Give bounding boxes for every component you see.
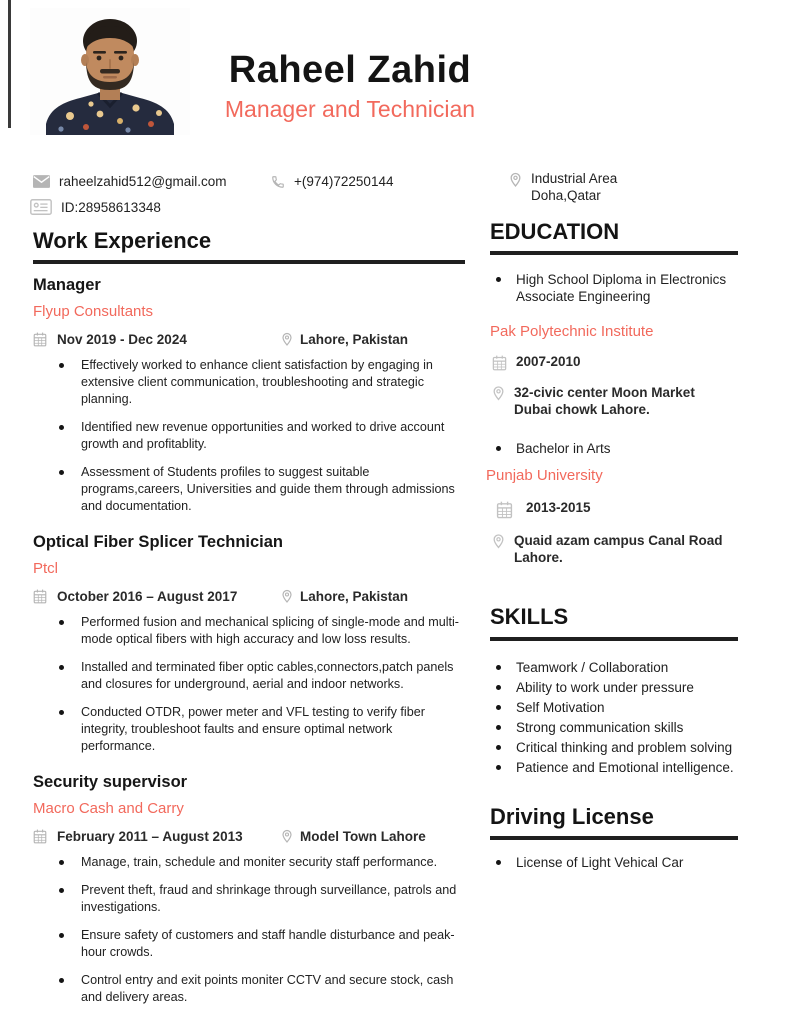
job-entry-manager: [33, 276, 465, 515]
education-entry: [490, 271, 758, 418]
job-bullet: [33, 614, 465, 648]
bullet-dot-icon: [59, 470, 64, 475]
job-bullet-text: Installed and terminated fiber optic cables,connectors,patch panels and closures for underground, aerial and indoor networks.: [81, 660, 454, 692]
bullet-dot-icon: [59, 620, 64, 625]
contact-phone-text: +(974)72250144: [294, 174, 394, 189]
phone-icon: [271, 175, 285, 189]
location-icon: [281, 332, 293, 347]
education-degree: [490, 440, 758, 457]
job-bullet: [33, 704, 465, 755]
bullet-dot-icon: [59, 888, 64, 893]
driving-license-heading: Driving License: [490, 804, 738, 840]
contact-id-text: ID:28958613348: [61, 199, 161, 215]
education-dates: [492, 354, 758, 371]
contact-location: [509, 170, 617, 204]
job-location-text: Lahore, Pakistan: [300, 332, 409, 348]
job-bullet-text: Ensure safety of customers and staff handle disturbance and peak-hour crowds.: [81, 928, 455, 960]
job-company: Flyup Consultants: [33, 303, 154, 321]
job-entry-security-supervisor: [33, 773, 465, 1006]
driving-license-item: [490, 854, 758, 871]
contact-location-line1: Industrial Area: [531, 171, 618, 186]
contact-id: [30, 199, 161, 215]
calendar-icon: [496, 501, 513, 519]
email-icon: [33, 175, 50, 188]
location-icon: [509, 170, 522, 188]
work-experience-section: [33, 228, 465, 1024]
job-bullet-text: Manage, train, schedule and moniter security staff performance.: [81, 855, 438, 870]
skill-item: [490, 739, 758, 756]
education-heading: EDUCATION: [490, 219, 738, 255]
bullet-dot-icon: [59, 978, 64, 983]
skill-item: [490, 679, 758, 696]
skill-text: Teamwork / Collaboration: [516, 659, 669, 675]
bullet-dot-icon: [496, 277, 501, 282]
bullet-dot-icon: [496, 685, 501, 690]
location-icon: [492, 533, 505, 550]
job-meta: [33, 829, 465, 844]
bullet-dot-icon: [496, 745, 501, 750]
skill-item: [490, 759, 758, 776]
bullet-dot-icon: [59, 425, 64, 430]
job-title: Optical Fiber Splicer Technician: [33, 533, 284, 552]
contact-email-text: raheelzahid512@gmail.com: [59, 174, 227, 189]
job-bullet: [33, 659, 465, 693]
education-school: Punjab University: [486, 467, 603, 485]
job-location: [281, 829, 426, 844]
job-dates-text: February 2011 – August 2013: [57, 829, 243, 845]
job-bullet: [33, 464, 465, 515]
job-title: Manager: [33, 276, 101, 295]
education-location-line2: Dubai chowk Lahore.: [514, 402, 650, 418]
job-dates: [33, 589, 281, 604]
work-experience-heading: Work Experience: [33, 228, 465, 264]
job-location-text: Lahore, Pakistan: [300, 589, 409, 605]
driving-license-section: [490, 804, 758, 871]
job-bullet: [33, 419, 465, 453]
job-bullet: [33, 357, 465, 408]
bullet-dot-icon: [496, 765, 501, 770]
person-title: Manager and Technician: [224, 95, 476, 122]
job-dates-text: Nov 2019 - Dec 2024: [57, 332, 187, 348]
skill-text: Critical thinking and problem solving: [516, 739, 733, 755]
job-company: Macro Cash and Carry: [33, 800, 184, 818]
job-bullet: [33, 854, 465, 871]
education-degree-text: High School Diploma in Electronics Associate Engineering: [516, 272, 727, 305]
bullet-dot-icon: [496, 725, 501, 730]
job-bullet-text: Assessment of Students profiles to suggest suitable programs,careers, Universities and guide them through admissions and documentation.: [81, 465, 455, 514]
bullet-dot-icon: [496, 446, 501, 451]
job-meta: [33, 332, 465, 347]
job-entry-optical-fiber: [33, 533, 465, 755]
skill-item: [490, 699, 758, 716]
skills-heading: SKILLS: [490, 604, 738, 640]
bullet-dot-icon: [496, 860, 501, 865]
job-title: Security supervisor: [33, 773, 188, 792]
education-degree: [490, 271, 758, 305]
calendar-icon: [33, 829, 47, 844]
calendar-icon: [492, 355, 507, 371]
location-icon: [281, 829, 293, 844]
skill-text: Strong communication skills: [516, 719, 684, 735]
job-company: Ptcl: [33, 560, 59, 578]
contact-email: [33, 174, 227, 189]
job-bullet-text: Effectively worked to enhance client satisfaction by engaging in extensive client communication, troubleshooting and strategic planning.: [81, 358, 433, 407]
skill-text: Patience and Emotional intelligence.: [516, 759, 734, 775]
job-bullet: [33, 882, 465, 916]
person-name: Raheel Zahid: [228, 49, 472, 91]
education-degree-text: Bachelor in Arts: [516, 441, 611, 457]
job-bullet-text: Conducted OTDR, power meter and VFL testing to verify fiber integrity, troubleshoot faults and ensure optimal network performance.: [81, 705, 425, 754]
job-bullet-text: Identified new revenue opportunities and worked to drive account growth and profitablity.: [81, 420, 445, 452]
contact-phone: [271, 174, 393, 189]
job-dates: [33, 332, 281, 347]
bullet-dot-icon: [59, 710, 64, 715]
contact-location-line2: Doha,Qatar: [531, 188, 601, 203]
job-location: [281, 332, 408, 347]
contact-info: [0, 168, 791, 224]
education-dates-text: 2007-2010: [516, 354, 581, 370]
education-location: [492, 532, 758, 566]
education-location-text: [514, 384, 695, 418]
calendar-icon: [33, 589, 47, 604]
education-dates-text: 2013-2015: [526, 500, 591, 516]
skill-item: [490, 659, 758, 676]
header-name-block: [0, 50, 700, 123]
bullet-dot-icon: [59, 665, 64, 670]
skills-section: [490, 604, 758, 775]
education-section: [486, 219, 758, 566]
skill-text: Self Motivation: [516, 699, 605, 715]
bullet-dot-icon: [59, 363, 64, 368]
job-location-text: Model Town Lahore: [300, 829, 426, 845]
education-location: [492, 384, 758, 418]
main-columns: [33, 219, 758, 1024]
job-bullet-text: Control entry and exit points moniter CCTV and secure stock, cash and delivery areas.: [81, 973, 454, 1005]
bullet-dot-icon: [496, 665, 501, 670]
education-dates: [496, 500, 758, 519]
bullet-dot-icon: [59, 933, 64, 938]
job-bullet: [33, 927, 465, 961]
education-school: Pak Polytechnic Institute: [490, 323, 654, 341]
driving-license-text: License of Light Vehical Car: [516, 855, 684, 871]
job-bullet-text: Prevent theft, fraud and shrinkage through surveillance, patrols and investigations.: [81, 883, 457, 915]
job-location: [281, 589, 408, 604]
bullet-dot-icon: [59, 860, 64, 865]
education-location-line1: 32-civic center Moon Market: [514, 385, 695, 401]
contact-location-text: [531, 170, 617, 204]
id-card-icon: [30, 199, 52, 215]
job-bullet-text: Performed fusion and mechanical splicing of single-mode and multi-mode optical fibers with high accuracy and low loss results.: [81, 615, 460, 647]
job-dates-text: October 2016 – August 2017: [57, 589, 238, 605]
calendar-icon: [33, 332, 47, 347]
job-bullet: [33, 972, 465, 1006]
right-column: [486, 219, 758, 1024]
job-dates: [33, 829, 281, 844]
location-icon: [281, 589, 293, 604]
education-location-text: [514, 532, 758, 566]
job-meta: [33, 589, 465, 604]
skill-text: Ability to work under pressure: [516, 679, 694, 695]
skill-item: [490, 719, 758, 736]
bullet-dot-icon: [496, 705, 501, 710]
location-icon: [492, 385, 505, 402]
education-location-line1: Quaid azam campus Canal Road Lahore.: [514, 533, 723, 566]
education-entry: [486, 440, 758, 566]
